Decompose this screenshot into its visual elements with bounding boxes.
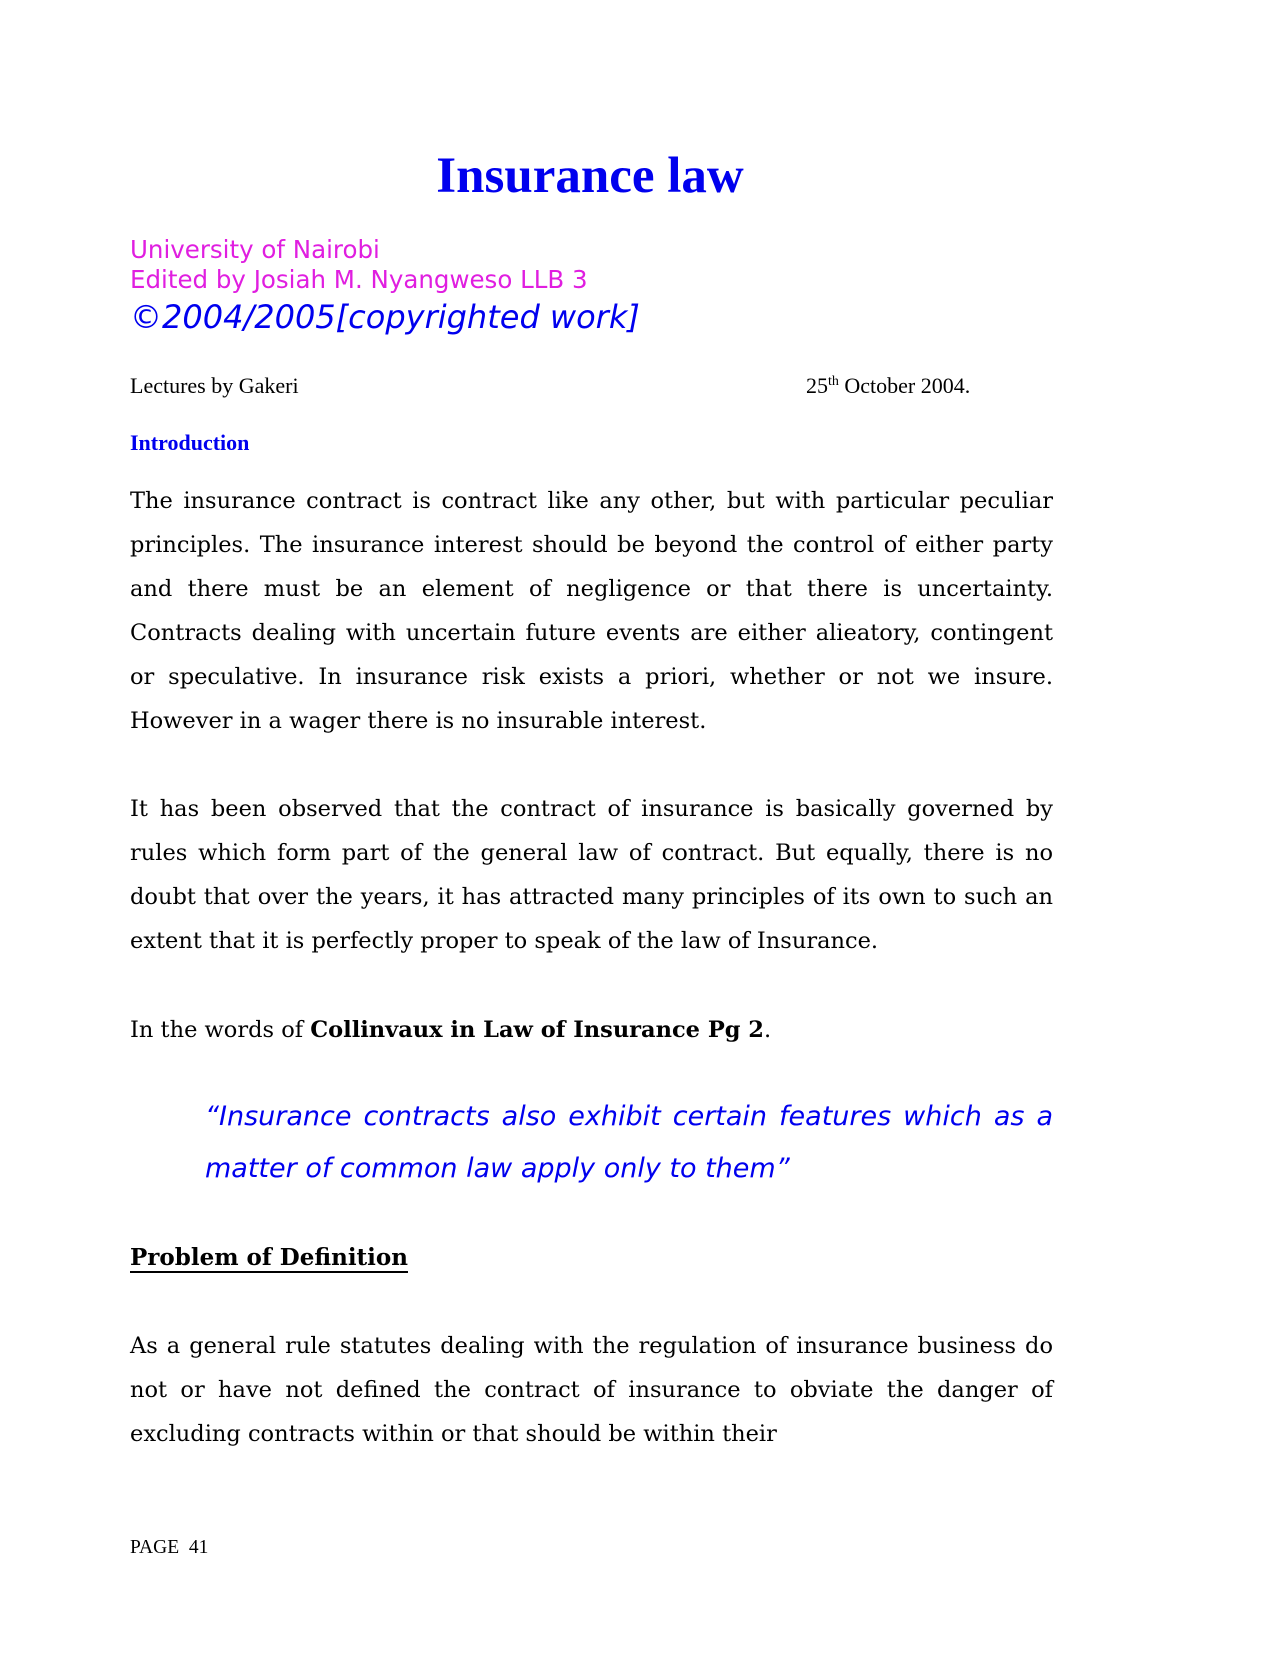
paragraph-insurance-contract: The insurance contract is contract like any other, but with particular peculiar principles. The insurance interest should be beyond the control of either party and there must be an element of negligence or that there is uncertainty. Contracts dealing with uncertain future events are either alieatory, contingent or speculative. In insurance risk exists a priori, whether or not we insure. However in a wager there is no insurable interest. [130,488,1053,734]
introduction-heading: Introduction [130,430,250,455]
document-title: Insurance law [436,148,744,204]
page-number-footer: PAGE 41 [130,1537,209,1558]
university-line: University of Nairobi [130,235,380,264]
editor-line: Edited by Josiah M. Nyangweso LLB 3 [130,265,588,294]
lecturer-line: Lectures by Gakeri [130,373,299,398]
citation-prefix: In the words of [130,1017,311,1043]
date-rest: October 2004. [838,373,971,398]
citation-suffix: . [763,1017,772,1043]
paragraph-governing-rules: It has been observed that the contract of insurance is basically governed by rules which form part of the general law of contract. But equally, there is no doubt that over the years, it has attracted many principles of its own to such an extent that it is perfectly proper to speak of the law of Insurance. [130,796,1053,954]
copyright-line: ©2004/2005[copyrighted work] [130,298,640,336]
citation-source: Collinvaux in Law of Insurance Pg 2 [310,1017,764,1043]
paragraph-definition: As a general rule statutes dealing with the regulation of insurance business do not or have not defined the contract of insurance to obviate the danger of excluding contracts within or that should be within their [130,1333,1053,1447]
block-quote: “Insurance contracts also exhibit certain features which as a matter of common law apply only to them” [205,1101,1053,1184]
citation-paragraph [130,1008,1053,1052]
date-suffix: th [828,374,839,389]
problem-of-definition-heading: Problem of Definition [130,1244,408,1271]
lecture-date [806,373,970,399]
date-day: 25 [806,373,828,398]
